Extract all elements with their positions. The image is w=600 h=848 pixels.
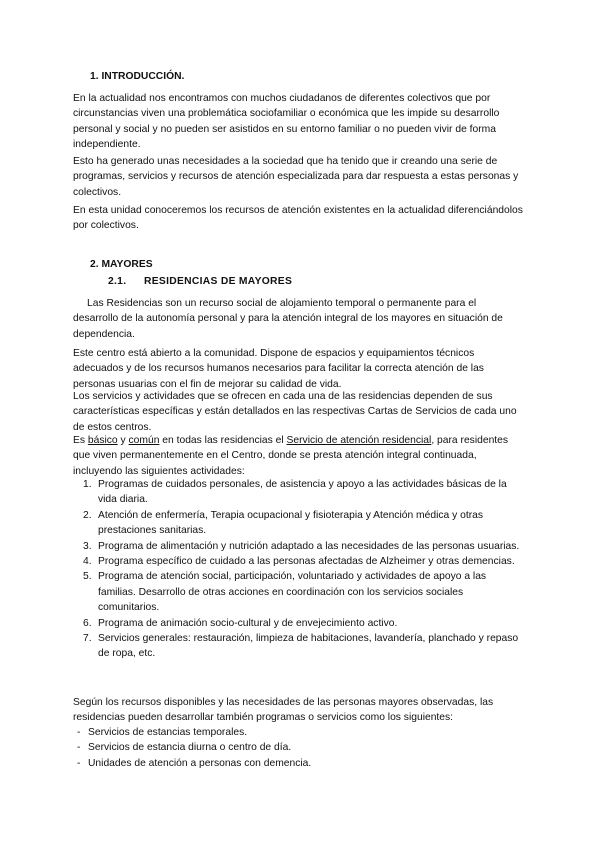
list-item: 4. Programa específico de cuidado a las personas afectadas de Alzheimer y otras demencias. xyxy=(83,556,515,568)
subsection-2-1-heading xyxy=(108,276,292,287)
link-basico: básico xyxy=(87,435,118,446)
residencias-paragraph-3: Los servicios y actividades que se ofrecen en cada una de las residencias dependen de sus características específicas y están detallados en las respectivas Cartas de Servicios de cada uno de estos centros. xyxy=(73,391,517,433)
list-item: - Unidades de atención a personas con demencia. xyxy=(77,757,312,769)
subsection-number: 2.1. xyxy=(108,276,127,287)
residencias-paragraph-2: Este centro está abierto a la comunidad. Dispone de espacios y equipamientos técnicos adecuados y de los recursos humanos necesarios para facilitar la correcta atención de las personas usuarias con el fin de mejorar su calidad de vida. xyxy=(73,348,484,390)
intro-paragraph-2: Esto ha generado unas necesidades a la sociedad que ha tenido que ir creando una serie de programas, servicios y recursos de atención especializada para dar respuesta a estas personas y colectivos. xyxy=(73,156,519,198)
list-item: - Servicios de estancias temporales. xyxy=(77,727,248,738)
residencias-paragraph-5: Según los recursos disponibles y las necesidades de las personas mayores observadas, las residencias pueden desarrollar también programas o servicios como los siguientes: xyxy=(73,697,494,724)
list-item: 6. Programa de animación socio-cultural y de envejecimiento activo. xyxy=(83,617,398,629)
residencias-paragraph-4: Es básico y común en todas las residencias el Servicio de atención residencial, para residentes que viven permanentemente en el Centro, donde se presta atención integral continuada, incluyendo las siguientes actividades: xyxy=(73,435,509,477)
services-list xyxy=(73,725,523,771)
residencias-paragraph-1: Las Residencias son un recurso social de alojamiento temporal o permanente para el desarrollo de la autonomía personal y para la atención integral de los mayores en situación de dependencia. xyxy=(73,298,503,340)
list-item: 2. Atención de enfermería, Terapia ocupacional y fisioterapia y Atención médica y otras prestaciones sanitarias. xyxy=(83,509,484,537)
intro-paragraph-1: En la actualidad nos encontramos con muchos ciudadanos de diferentes colectivos que por circunstancias viven una problemática sociofamiliar o económica que les impide su desarrollo personal y social y no pueden ser asistidos en su entorno familiar o no pueden vivir de forma independiente. xyxy=(73,93,500,151)
link-servicio-atencion-residencial: Servicio de atención residencial xyxy=(286,435,432,446)
subsection-title: RESIDENCIAS DE MAYORES xyxy=(144,276,293,287)
section-2-heading: 2. MAYORES xyxy=(90,259,153,270)
activities-list xyxy=(73,477,523,662)
list-item: 1. Programas de cuidados personales, de asistencia y apoyo a las actividades básicas de la vida diaria. xyxy=(83,479,507,506)
section-1-heading: 1. INTRODUCCIÓN. xyxy=(90,71,185,82)
list-item: 7. Servicios generales: restauración, limpieza de habitaciones, lavandería, planchado y repaso de ropa, etc. xyxy=(83,633,519,660)
link-comun: común xyxy=(128,435,160,446)
list-item: - Servicios de estancia diurna o centro de día. xyxy=(77,742,292,754)
intro-paragraph-3: En esta unidad conoceremos los recursos de atención existentes en la actualidad diferenciándolos por colectivos. xyxy=(73,205,523,232)
list-item: 5. Programa de atención social, participación, voluntariado y actividades de apoyo a las familias. Desarrollo de otras acciones en coordinación con los servicios sociales comunitarios. xyxy=(83,571,487,614)
list-item: 3. Programa de alimentación y nutrición adaptado a las necesidades de las personas usuarias. xyxy=(83,540,520,552)
